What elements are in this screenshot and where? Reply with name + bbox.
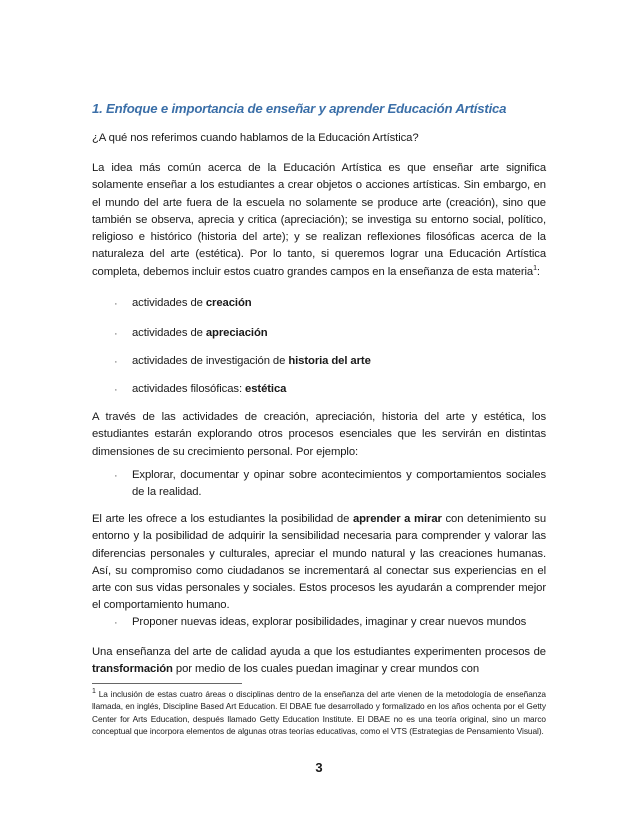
bullet-item-creacion <box>132 295 546 312</box>
footnote <box>92 688 546 737</box>
bullet-bold: creación <box>205 297 252 309</box>
footnote-text: La inclusión de estas cuatro áreas o disciplinas dentro de la enseñanza del arte vienen de la metodología de enseñanza llamada, en inglés, Discipline Based Art Education. El DBAE fue desarrollado y formalizado en los años ochenta por el Getty Center for Arts Education, después llamado Getty Education Institute. El DBAE no es una teoría original, sino un marco conceptual que incorpora elementos de algunas otras teorías educativas, como el VTS (Estrategias de Pensamiento Visual). <box>92 689 546 736</box>
bullet-text: actividades filosóficas: <box>132 383 246 395</box>
paragraph-4-rest: por medio de los cuales puedan imaginar y crear mundos con <box>172 663 480 676</box>
bullet-item-explorar: Explorar, documentar y opinar sobre acontecimientos y comportamientos sociales de la realidad. <box>132 469 546 499</box>
paragraph-3 <box>92 511 546 615</box>
footnote-number: 1 <box>92 688 96 696</box>
question-text: ¿A qué nos referimos cuando hablamos de la Educación Artística? <box>92 132 419 144</box>
bullet-marker: · <box>114 470 118 482</box>
footnote-divider <box>92 683 242 684</box>
paragraph-3-text: El arte les ofrece a los estudiantes la posibilidad de <box>92 513 353 525</box>
bullet-item-proponer: Proponer nuevas ideas, explorar posibilidades, imaginar y crear nuevos mundos <box>132 616 527 628</box>
page-number: 3 <box>315 760 323 775</box>
bullet-item-apreciacion <box>132 325 546 342</box>
paragraph-1-text: La idea más común acerca de la Educación Artística es que enseñar arte significa solamente enseñar a los estudiantes a crear objetos o acciones artísticas. Sin embargo, en el mundo del arte fuera de la escuela no solamente se produce arte (creación), sino que también se observa, aprecia y critica (apreciación); se investiga su entorno social, político, religioso e histórico (historia del arte); y se realizan reflexiones filosóficas acerca de la naturaleza del arte (estética). Por lo tanto, si queremos lograr una Educación Artística completa, debemos incluir estos cuatro grandes campos en la enseñanza de esta materia <box>92 162 546 278</box>
bullet-text: actividades de investigación de <box>132 355 289 367</box>
bullet-marker: · <box>114 384 118 396</box>
paragraph-2: A través de las actividades de creación, apreciación, historia del arte y estética, los estudiantes estarán explorando otros procesos esenciales que les servirán en distintas dimensiones de su crecimiento personal. Por ejemplo: <box>92 411 546 458</box>
bullet-marker: · <box>114 298 118 310</box>
bullet-marker: · <box>114 617 118 629</box>
bullet-bold: historia del arte <box>288 355 371 367</box>
bullet-text: actividades de <box>132 327 206 339</box>
bullet-item-estetica <box>132 381 546 398</box>
bullet-marker: · <box>114 356 118 368</box>
bullet-item-historia <box>132 353 546 370</box>
paragraph-3-rest: con detenimiento su entorno y la posibilidad de adquirir la sensibilidad necesaria para comprender y valorar las diferencias personales y culturales, apreciar el mundo natural y las creaciones humanas. Así, su compromiso como ciudadanos se incrementará al conectar sus experiencias en el arte con sus vidas personales y sociales. Estos procesos les ayudarán a comprender mejor el comportamiento humano. <box>92 513 547 612</box>
bullet-text: actividades de <box>132 297 206 309</box>
paragraph-4-bold: transformación <box>92 663 173 676</box>
bullet-marker: · <box>114 328 118 340</box>
paragraph-3-bold: aprender a mirar <box>352 513 442 525</box>
bullet-bold: apreciación <box>205 327 268 339</box>
paragraph-4 <box>92 644 546 679</box>
bullet-bold: estética <box>245 383 287 395</box>
paragraph-4-text: Una enseñanza del arte de calidad ayuda a que los estudiantes experimenten procesos de <box>92 646 546 658</box>
paragraph-1-end: : <box>536 265 540 278</box>
footnote-ref: 1 <box>533 265 537 273</box>
paragraph-1 <box>92 160 546 281</box>
section-heading: 1. Enfoque e importancia de enseñar y aprender Educación Artística <box>92 101 507 116</box>
